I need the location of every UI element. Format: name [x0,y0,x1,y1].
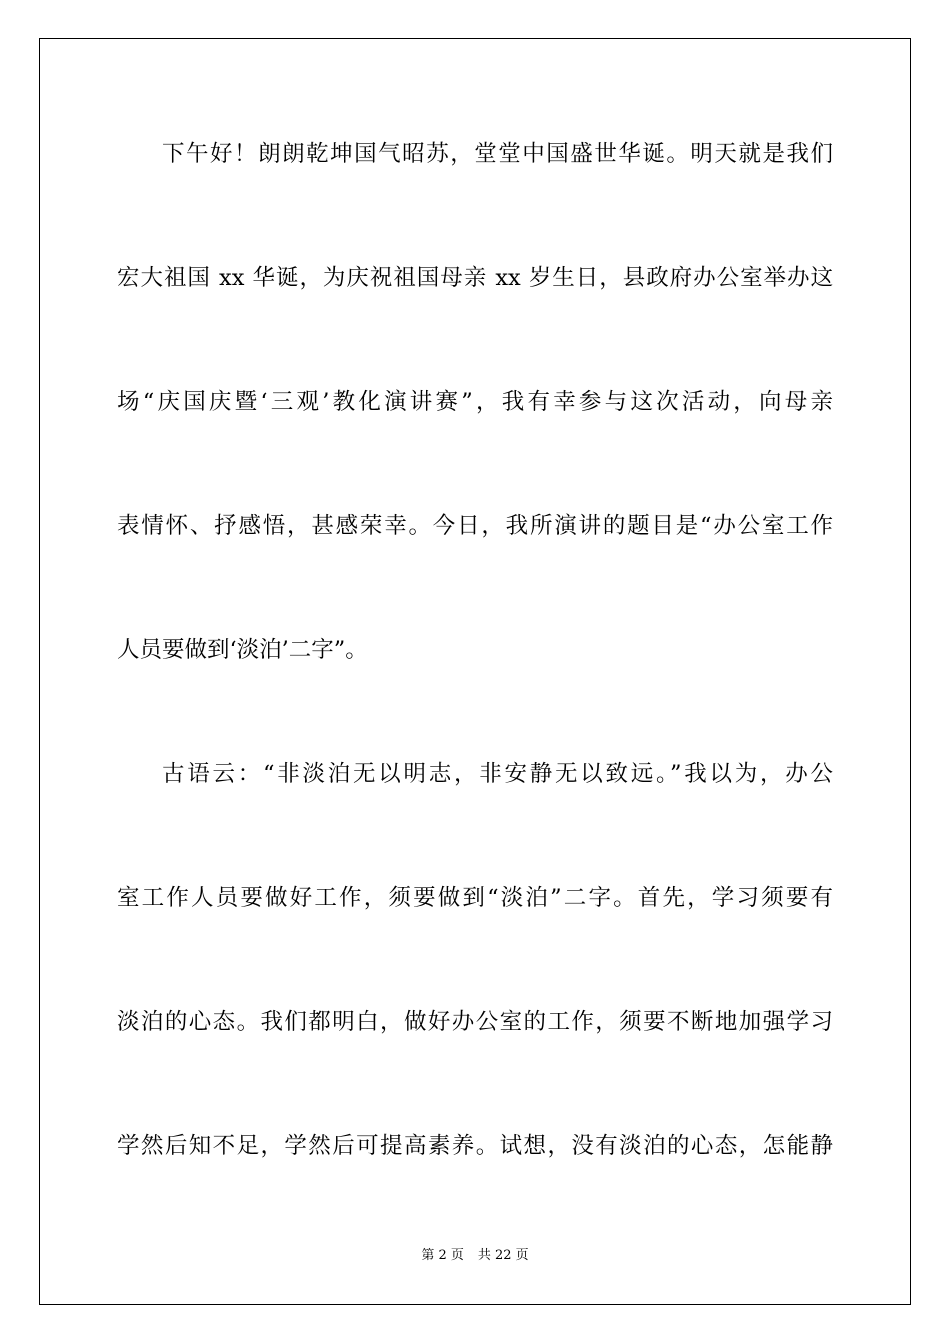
paragraph-line: 学然后知不足，学然后可提高素养。试想，没有淡泊的心态，怎能静 [117,1133,833,1159]
paragraph-line: 古语云：“非淡泊无以明志，非安静无以致远。”我以为，办公 [162,761,833,787]
page-total: 共 22 页 [477,1248,529,1263]
page-number: 第 2 页 [421,1248,464,1263]
paragraph-line: 下午好！朗朗乾坤国气昭苏，堂堂中国盛世华诞。明天就是我们 [162,141,833,167]
paragraph-line: 人员要做到‘淡泊’二字”。 [117,637,368,663]
paragraph-line: 场“庆国庆暨‘三观’教化演讲赛”，我有幸参与这次活动，向母亲 [117,389,833,415]
paragraph-line: 淡泊的心态。我们都明白，做好办公室的工作，须要不断地加强学习 [117,1009,833,1035]
paragraph-line: 宏大祖国 xx 华诞，为庆祝祖国母亲 xx 岁生日，县政府办公室举办这 [117,265,833,291]
paragraph-line: 室工作人员要做好工作，须要做到“淡泊”二字。首先，学习须要有 [117,885,833,911]
page-footer [0,1246,950,1266]
paragraph-line: 表情怀、抒感悟，甚感荣幸。今日，我所演讲的题目是“办公室工作 [117,513,833,539]
